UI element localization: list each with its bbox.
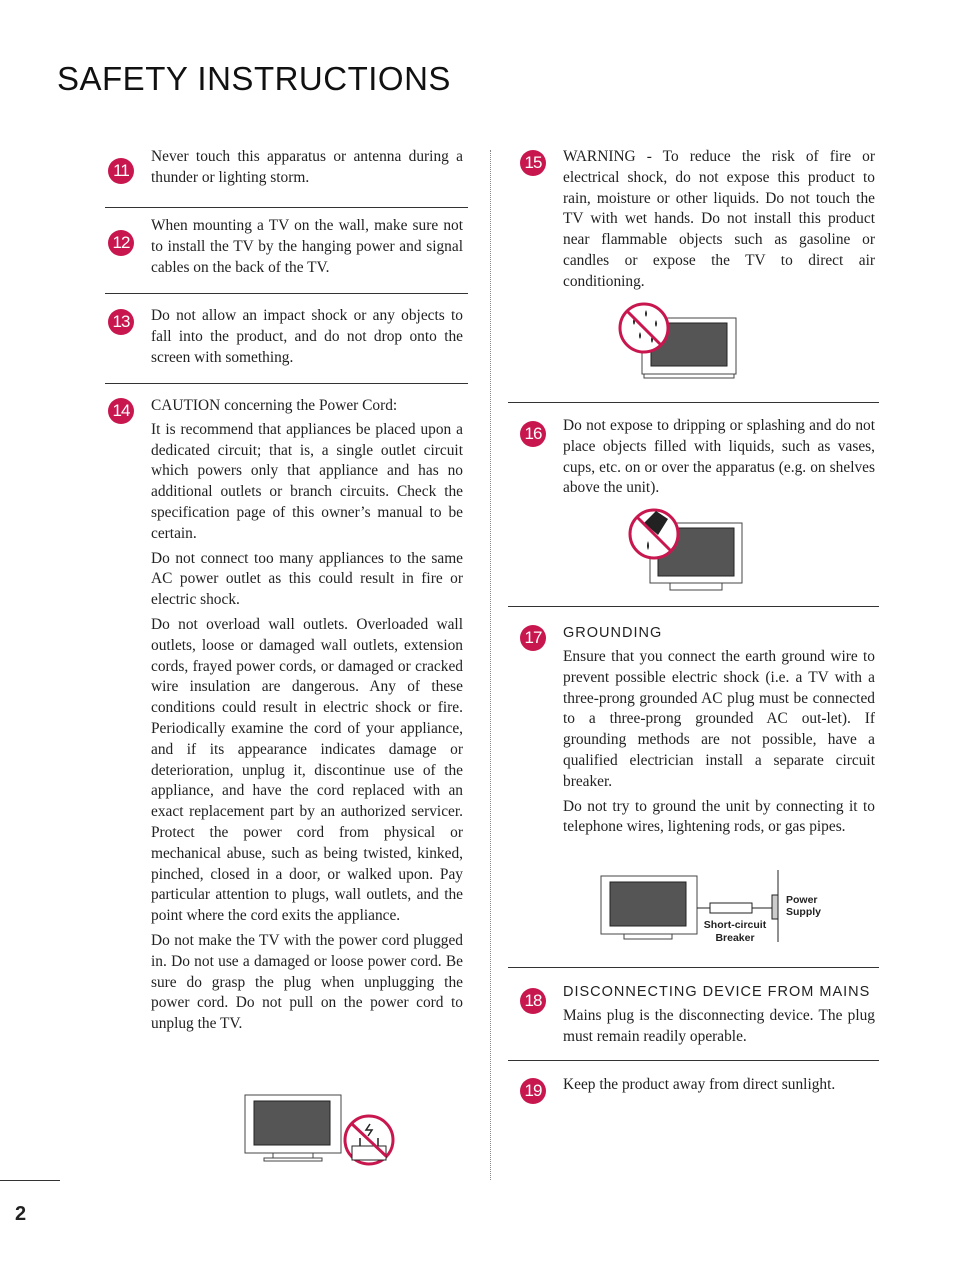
item-number-18: 18 <box>520 988 546 1014</box>
item-18-paragraph: Mains plug is the disconnecting device. The plug must remain readily operable. <box>563 1007 875 1045</box>
item-17-text <box>563 647 875 842</box>
item-number-17: 17 <box>520 625 546 651</box>
tv-no-liquid-illustration <box>626 507 746 593</box>
item-number-16: 16 <box>520 421 546 447</box>
tv-unplug-illustration <box>244 1094 404 1170</box>
divider-17 <box>508 967 879 968</box>
item-19-paragraph: Keep the product away from direct sunlight. <box>563 1076 836 1093</box>
item-14-text <box>151 396 463 1039</box>
item-16-paragraph: Do not expose to dripping or splashing and do not place objects filled with liquids, such as vases, cups, etc. on or over the apparatus (e.g. on shelves above the unit). <box>563 417 875 497</box>
item-11-text <box>151 147 463 193</box>
item-16-text <box>563 416 875 503</box>
breaker-label-1: Short-circuit <box>703 919 767 931</box>
tv-no-water-illustration <box>618 300 738 380</box>
item-15-paragraph: WARNING - To reduce the risk of fire or electrical shock, do not expose this product to rain, moisture or other liquids. Do not touch the TV with wet hands. Do not install this product near flammable objects such as gasoline or candles or expose the TV to direct air conditioning. <box>563 148 875 290</box>
grounding-heading: GROUNDING <box>563 625 663 641</box>
disconnecting-heading: DISCONNECTING DEVICE FROM MAINS <box>563 984 871 1000</box>
item-14-paragraph-3: Do not overload wall outlets. Overloaded wall outlets, loose or damaged wall outlets, extension cords, frayed power cords, or damaged or cracked wire insulation are dangerous. Any of these conditions could result in electric shock or fire. Periodically examine the cord of your appliance, and if its appearance indicates damage or deterioration, unplug it, discontinue use of the appliance, and have the cord replaced with an exact replacement part by an authorized servicer. Protect the power cord from physical or mechanical abuse, such as being twisted, kinked, pinched, closed in a door, or walked upon. Pay particular attention to plugs, wall outlets, and the point where the cord exits the appliance. <box>151 615 463 925</box>
page-number-rule <box>0 1180 60 1181</box>
item-number-15: 15 <box>520 150 546 176</box>
item-11-paragraph: Never touch this apparatus or antenna during a thunder or lighting storm. <box>151 148 463 186</box>
page-number: 2 <box>15 1203 27 1225</box>
divider-15 <box>508 402 879 403</box>
item-14-paragraph-1: It is recommend that appliances be placed upon a dedicated circuit; that is, a single outlet circuit which powers only that appliance and has no additional outlets or branch circuits. Check the specification page of this owner’s manual to be certain. <box>151 420 463 542</box>
divider-12 <box>105 293 468 294</box>
item-number-19: 19 <box>520 1078 546 1104</box>
item-12-paragraph: When mounting a TV on the wall, make sure not to install the TV by the hanging power and signal cables on the back of the TV. <box>151 217 463 276</box>
item-14-paragraph-2: Do not connect too many appliances to the same AC power outlet as this could result in fire or electric shock. <box>151 549 463 609</box>
column-divider <box>490 150 491 1180</box>
item-number-11: 11 <box>108 158 134 184</box>
page-title: SAFETY INSTRUCTIONS <box>57 60 451 97</box>
grounding-diagram <box>600 868 840 948</box>
divider-16 <box>508 606 879 607</box>
item-13-text <box>151 306 463 372</box>
item-13-paragraph: Do not allow an impact shock or any objects to fall into the product, and do not drop onto the screen with something. <box>151 307 463 366</box>
breaker-label-2: Breaker <box>715 932 755 944</box>
item-number-13: 13 <box>108 309 134 335</box>
divider-11 <box>105 207 468 208</box>
power-label-1: Power <box>786 894 818 906</box>
divider-13 <box>105 383 468 384</box>
item-number-12: 12 <box>108 230 134 256</box>
item-12-text <box>151 216 463 282</box>
item-17-paragraph-1: Ensure that you connect the earth ground wire to prevent possible electric shock (i.e. a TV with a three-prong grounded AC plug must be connected to a three-prong grounded AC out-let). If grounding methods are not possible, have a qualified electrician install a separate circuit breaker. <box>563 648 875 790</box>
item-14-intro: CAUTION concerning the Power Cord: <box>151 397 398 414</box>
power-label-2: Supply <box>786 906 822 918</box>
divider-18 <box>508 1060 879 1061</box>
item-17-paragraph-2: Do not try to ground the unit by connecting it to telephone wires, lightening rods, or gas pipes. <box>563 797 875 836</box>
item-18-text <box>563 1006 875 1052</box>
item-19-text <box>563 1075 875 1100</box>
item-15-text <box>563 147 875 297</box>
item-number-14: 14 <box>108 398 134 424</box>
item-14-paragraph-4: Do not make the TV with the power cord plugged in. Do not use a damaged or loose power cord. Be sure do grasp the plug when unplugging the power cord. Do not pull on the power cord to unplug the TV. <box>151 931 463 1033</box>
